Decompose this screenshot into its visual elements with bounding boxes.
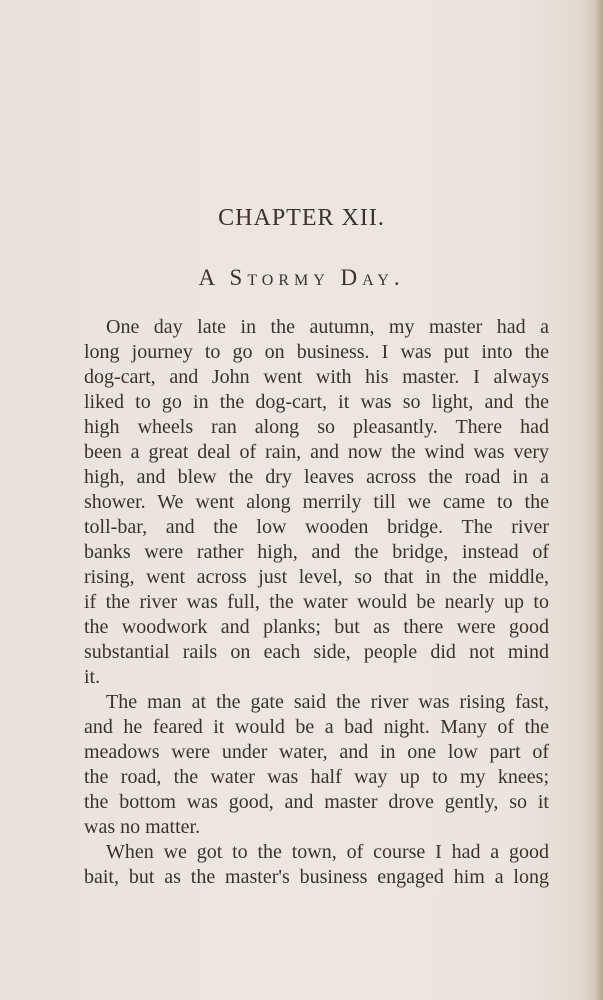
- chapter-title: CHAPTER XII.: [218, 205, 385, 231]
- text-line: and he feared it would be a bad night. Many of the: [84, 716, 549, 738]
- text-line: been a great deal of rain, and now the wind was very: [84, 441, 549, 463]
- text-line: the road, the water was half way up to my knees;: [84, 766, 549, 788]
- text-line: toll-bar, and the low wooden bridge. The river: [84, 516, 549, 538]
- text-line: liked to go in the dog-cart, it was so light, and the: [84, 391, 549, 413]
- text-line: was no matter.: [84, 816, 201, 838]
- text-line: it.: [84, 666, 101, 688]
- text-line: rising, went across just level, so that in the middle,: [84, 566, 549, 588]
- text-line: if the river was full, the water would be nearly up to: [84, 591, 549, 613]
- text-line: substantial rails on each side, people did not mind: [84, 641, 549, 663]
- text-line: One day late in the autumn, my master had a: [106, 316, 549, 338]
- text-line: banks were rather high, and the bridge, instead of: [84, 541, 549, 563]
- text-line: meadows were under water, and in one low part of: [84, 741, 549, 763]
- text-line: shower. We went along merrily till we came to the: [84, 491, 549, 513]
- text-line: dog-cart, and John went with his master. I always: [84, 366, 549, 388]
- page-edge: [595, 0, 603, 1000]
- chapter-body: [84, 315, 549, 890]
- text-line: high wheels ran along so pleasantly. There had: [84, 416, 549, 438]
- text-line: The man at the gate said the river was rising fast,: [106, 691, 549, 713]
- text-line: When we got to the town, of course I had a good: [106, 841, 549, 863]
- text-line: bait, but as the master's business engaged him a long: [84, 866, 549, 888]
- text-line: the bottom was good, and master drove gently, so it: [84, 791, 549, 813]
- chapter-subtitle: A Stormy Day.: [198, 265, 405, 290]
- text-line: high, and blew the dry leaves across the road in a: [84, 466, 549, 488]
- text-line: long journey to go on business. I was put into the: [84, 341, 549, 363]
- text-line: the woodwork and planks; but as there were good: [84, 616, 549, 638]
